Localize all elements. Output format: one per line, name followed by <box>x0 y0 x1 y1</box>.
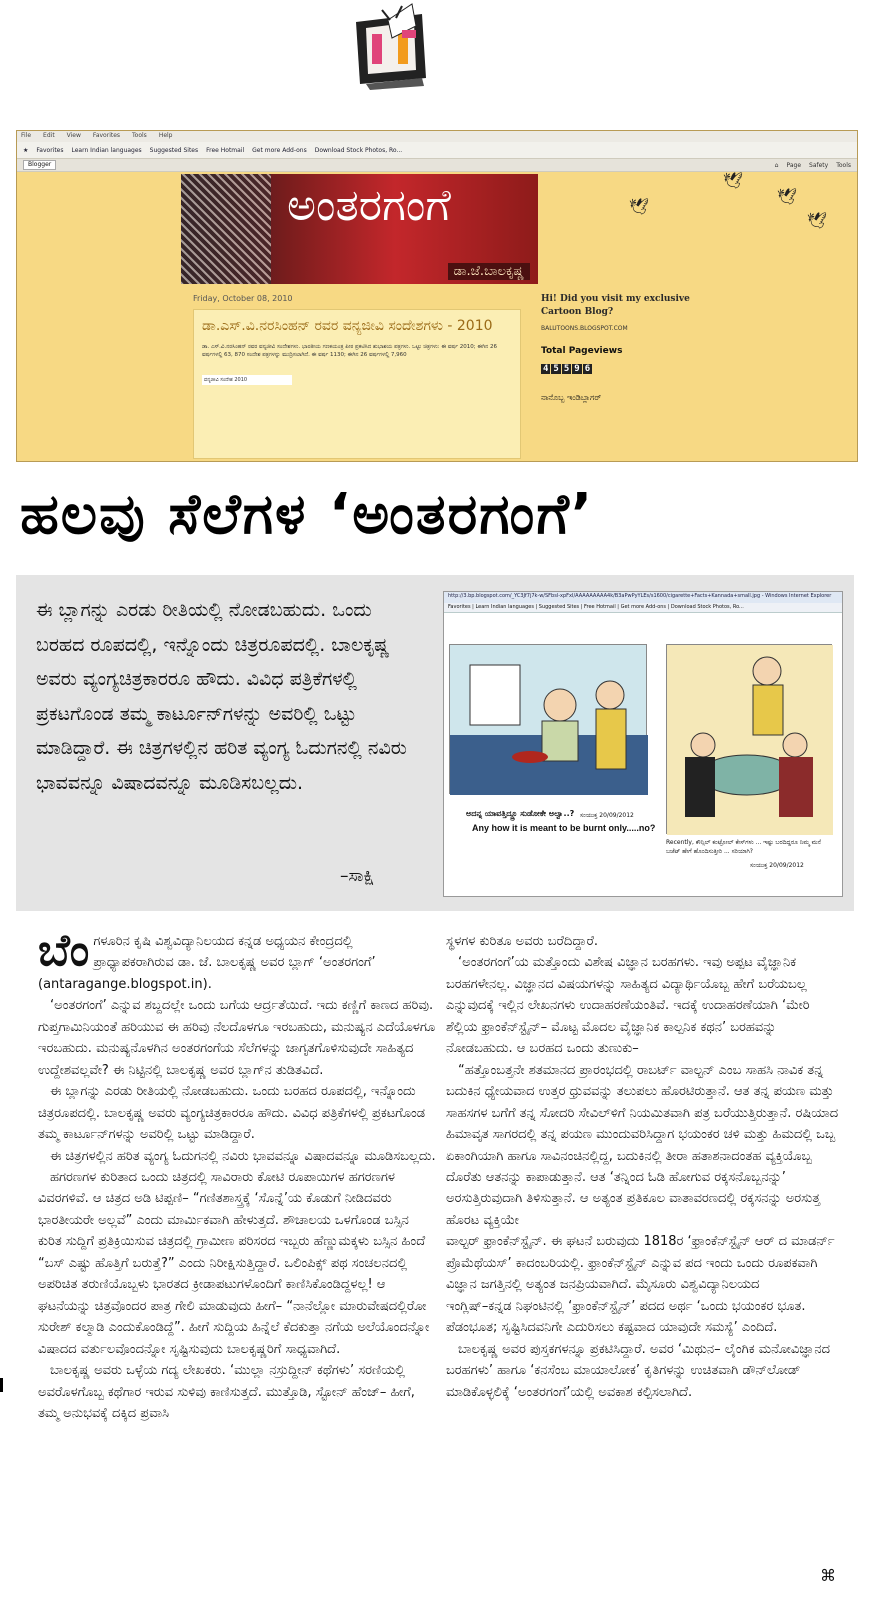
menu-item[interactable]: Help <box>158 132 173 139</box>
article-paragraph: ಈ ಬ್ಲಾಗನ್ನು ಎರಡು ರೀತಿಯಲ್ಲಿ ನೋಡಬಹುದು. ಒಂದು ಬರಹದ ರೂಪದಲ್ಲಿ, ಇನ್ನೊಂದು ಚಿತ್ರರೂಪದಲ್ಲಿ. ಬಾಲಕೃಷ್ಣ ಅವರು ವ್ಯಂಗ್ಯಚಿತ್ರಕಾರರೂ ಹೌದು. ವಿವಿಧ ಪತ್ರಿಕೆಗಳಲ್ಲಿ ಪ್ರಕಟಗೊಂಡ ತಮ್ಮ ಕಾರ್ಟೂನ್‌ಗಳನ್ನು ಅವರಿಲ್ಲಿ ಒಟ್ಟು ಮಾಡಿದ್ದಾರೆ. <box>38 1084 426 1143</box>
favorites-item[interactable]: Suggested Sites <box>149 146 199 154</box>
pageview-digit: 9 <box>574 364 580 374</box>
bird-icon: 🕊 <box>723 171 744 190</box>
pageview-digit: 5 <box>563 364 570 374</box>
article-column-2 <box>446 931 844 1403</box>
favorites-item[interactable]: Download Stock Photos, Ro... <box>314 146 403 154</box>
cartoon-drawing-1 <box>450 645 648 795</box>
pageview-digit: 5 <box>553 364 559 374</box>
article-paragraph: ಹಗರಣಗಳ ಕುರಿತಾದ ಒಂದು ಚಿತ್ರದಲ್ಲಿ ಸಾವಿರಾರು ಕೋಟಿ ರೂಪಾಯಿಗಳ ಹಗರಣಗಳ ವಿವರಗಳಿವೆ. ಆ ಚಿತ್ರದ ಅಡಿ ಟಿಪ್ಪಣಿ– “ಗಣಿತಶಾಸ್ತ್ರಕ್ಕೆ ‘ಸೊನ್ನೆ’ಯ ಕೊಡುಗೆ ನೀಡಿದವರು ಭಾರತೀಯರೇ ಅಲ್ಲವೆ” ಎಂದು ಮಾರ್ಮಿಕವಾಗಿ ಹೇಳುತ್ತದೆ. ಶೌಚಾಲಯ ಒಳಗೊಂಡ ಬಸ್ಸಿನ ಕುರಿತ ಸುದ್ದಿಗೆ ಪ್ರತಿಕ್ರಿಯಿಸುವ ಚಿತ್ರದಲ್ಲಿ ಗ್ರಾಮೀಣ ಪರಿಸರದ ಇಬ್ಬರು ಹೆಣ್ಣುಮಕ್ಕಳು ಬಸ್ಸಿನ ಹಿಂದೆ “ಬಸ್ ಎಷ್ಟು ಹೊತ್ತಿಗೆ ಬರುತ್ತೆ?” ಎಂದು ನಿರೀಕ್ಷಿಸುತ್ತಿದ್ದಾರೆ. ಒಲಿಂಪಿಕ್ಸ್ ಪಥ ಸಂಚಲನದಲ್ಲಿ ಅಪರಿಚಿತ ತರುಣಿಯೊಬ್ಬಳು ಭಾರತದ ಕ್ರೀಡಾಪಟುಗಳೊಂದಿಗೆ ಕಾಣಿಸಿಕೊಂಡಿದ್ದಳಲ್ಲ! ಆ ಘಟನೆಯನ್ನು ಚಿತ್ರವೊಂದರ ಪಾತ್ರ ಗೇಲಿ ಮಾಡುವುದು ಹೀಗೆ– “ನಾನೆಲ್ಲೋ ಮಾರುವೇಷದಲ್ಲಿರೋ ಸುರೇಶ್ ಕಲ್ಮಾಡಿ ಎಂದುಕೊಂಡಿದ್ದೆ”. ಹೀಗೆ ಸುದ್ದಿಯ ಹಿನ್ನೆಲೆ ಕೆದಕುತ್ತಾ ನಗೆಯ ಅಲೆಯೊಂದನ್ನೋ ವಿಷಾದದ ವರ್ತುಲವೊಂದನ್ನೋ ಸೃಷ್ಟಿಸುವುದು ಬಾಲಕೃಷ್ಣರಿಗೆ ಸಾಧ್ಯವಾಗಿದೆ. <box>38 1169 430 1357</box>
favorites-item[interactable]: Learn Indian languages <box>71 146 142 154</box>
tv-logo-icon <box>352 0 432 100</box>
menu-item[interactable]: File <box>21 132 32 139</box>
article-paragraph: ಬಾಲಕೃಷ್ಣ ಅವರ ಪುಸ್ತಕಗಳನ್ನೂ ಪ್ರಕಟಿಸಿದ್ದಾರೆ. ಅವರ ‘ಮಿಥುನ– ಲೈಂಗಿಕ ಮನೋವಿಜ್ಞಾನದ ಬರಹಗಳು’ ಹಾಗೂ ‘ಕನಸೆಂಬ ಮಾಯಾಲೋಕ’ ಕೃತಿಗಳನ್ನು ಉಚಿತವಾಗಿ ಡೌನ್‌ಲೋಡ್ ಮಾಡಿಕೊಳ್ಳಲಿಕ್ಕೆ ‘ಅಂತರಗಂಗೆ’ಯಲ್ಲಿ ಅವಕಾಶ ಕಲ್ಪಿಸಲಾಗಿದೆ. <box>446 1341 831 1400</box>
cartoon-drawing-2 <box>667 645 833 835</box>
favorites-star-icon[interactable]: ★ <box>23 146 29 154</box>
article-paragraph: ಸ್ಥಳಗಳ ಕುರಿತೂ ಅವರು ಬರೆದಿದ್ದಾರೆ. <box>446 934 599 949</box>
browser-tools <box>775 162 851 169</box>
home-icon[interactable]: ⌂ <box>774 161 779 169</box>
bird-icon: 🕊 <box>777 187 798 206</box>
blog-title[interactable]: ಅಂತರಗಂಗೆ <box>287 180 451 231</box>
article-paragraph: ಬಾಲಕೃಷ್ಣ ಅವರು ಒಳ್ಳೆಯ ಗದ್ಯ ಲೇಖಕರು. ‘ಮುಲ್ಲಾ ನಸ್ರುದ್ದೀನ್ ಕಥೆಗಳು’ ಸರಣಿಯಲ್ಲಿ ಅವರೊಳಗೊಬ್ಬ ಕಥೆಗಾರ ಇರುವ ಸುಳಿವು ಕಾಣಿಸುತ್ತದೆ. ಮುತ್ತೊಡಿ, ಸ್ಟೋನ್ ಹೆಂಜ್– ಹೀಗೆ, ತಮ್ಮ ಅನುಭವಕ್ಕೆ ದಕ್ಕಿದ ಪ್ರವಾಸಿ <box>38 1363 415 1421</box>
cartoon-address-bar: http://3.bp.blogspot.com/_YC3Jf7j7k-w/SFbsl-xpFxI/AAAAAAAAA4k/B3aPwPyYLEs/s1600/cigarette+Facts+Kannada+small.jpg - Windows Internet Explorer <box>444 592 842 603</box>
article-paragraph: ‘ಅಂತರಗಂಗೆ’ಯ ಮತ್ತೊಂದು ವಿಶೇಷ ವಿಜ್ಞಾನ ಬರಹಗಳು. ಇವು ಅಪ್ಪಟ ವೈಜ್ಞಾನಿಕ ಬರಹಗಳೇನಲ್ಲ. ವಿಜ್ಞಾನದ ವಿಷಯಗಳನ್ನು ಸಾಹಿತ್ಯದ ವಿದ್ಯಾರ್ಥಿಯೊಬ್ಬ ಹೇಗೆ ಬರೆಯಬಲ್ಲ ಎನ್ನುವುದಕ್ಕೆ ಇಲ್ಲಿನ ಲೇಖನಗಳು ಉದಾಹರಣೆಯಂತಿವೆ. ಇದಕ್ಕೆ ಉದಾಹರಣೆಯಾಗಿ ‘ಮೇರಿ ಶೆಲ್ಲಿಯ ಫ್ರಾಂಕೆನ್‌ಸ್ಟೈನ್– ಮೊಟ್ಟ ಮೊದಲ ವೈಜ್ಞಾನಿಕ ಕಾಲ್ಪನಿಕ ಕಥನ’ ಬರಹವನ್ನು ನೋಡಬಹುದು. ಆ ಬರಹದ ಒಂದು ತುಣುಕು– <box>446 955 810 1057</box>
tree-decoration <box>181 174 271 284</box>
favorites-item[interactable]: Free Hotmail <box>206 146 245 154</box>
cartoon-caption-1-english: Any how it is meant to be burnt only.....no? <box>472 823 656 833</box>
cartoon-blog-link[interactable]: BALUTOONS.BLOGSPOT.COM <box>541 325 628 332</box>
cartoon-favorites-bar: Favorites | Learn Indian languages | Suggested Sites | Free Hotmail | Get more Add-ons | Download Stock Photos, Ro... <box>444 603 842 613</box>
article-paragraph: ‘ಅಂತರಗಂಗೆ’ ಎನ್ನುವ ಶಬ್ದದಲ್ಲೇ ಒಂದು ಬಗೆಯ ಆರ್ದ್ರತೆಯಿದೆ. ಇದು ಕಣ್ಣಿಗೆ ಕಾಣದ ಹರಿವು. ಗುಪ್ತಗಾಮಿನಿಯಂತೆ ಹರಿಯುವ ಈ ಹರಿವು ನೆಲದೊಳಗೂ ಇರಬಹುದು, ಮನುಷ್ಯನ ಎದೆಯೊಳಗೂ ಇರಬಹುದು. ಮನುಷ್ಯನೊಳಗಿನ ಅಂತರಗಂಗೆಯ ಸೆಲೆಗಳನ್ನು ಜಾಗೃತಗೊಳಿಸುವುದೇ ಸಾಹಿತ್ಯದ ಉದ್ದೇಶವಲ್ಲವೇ? ಈ ನಿಟ್ಟಿನಲ್ಲಿ ಬಾಲಕೃಷ್ಣ ಅವರ ಬ್ಲಾಗ್‌ನ ತುಡಿತವಿದೆ. <box>38 998 436 1078</box>
post-card <box>193 309 521 459</box>
post-body: ಡಾ. ಎಸ್.ವಿ.ನರಸಿಂಹನ್ ರವರ ವನ್ಯಜೀವಿ ಸಂದೇಶಗಳು. ಭಾರತೀಯ ಗಣಕಯಂತ್ರ ಪೀಠ ಪ್ರಕಟಿಸಿದ ಶುಭಾಶಯ ಪತ್ರಗಳು. ಒಟ್ಟು ಚಿತ್ರಗಳು: ಈ ವರ್ಷ 2010; ಈಗಿನ 26 ವರ್ಷಗಳಲ್ಲಿ 63, 870 ಸಂದೇಶ ಪತ್ರಗಳನ್ನು ಮುದ್ರಿಸಲಾಗಿದೆ. ಈ ವರ್ಷ 1130; ಈಗಿನ 26 ವರ್ಷಗಳಲ್ಲಿ 7,960 <box>202 344 497 358</box>
blog-author: ಡಾ.ಜೆ.ಬಾಲಕೃಷ್ಣ <box>448 263 530 280</box>
article-paragraph <box>38 925 436 995</box>
blog-sidebar <box>541 293 691 403</box>
post-date: Friday, October 08, 2010 <box>193 294 293 303</box>
menu-item[interactable]: Edit <box>43 132 55 139</box>
pageviews-counter <box>541 364 592 374</box>
indiblogger-label: ನಾನೊಬ್ಬ ಇಂಡಿಬ್ಲಾಗರ್ <box>541 393 602 402</box>
cartoon-caption-1: ಅದನ್ನ ಯಾವತ್ತಿದ್ದ್ರೂ ಸುಡೋಕೇ ಅಲ್ವಾ..? <box>466 809 575 818</box>
post-title[interactable]: ಡಾ.ಎಸ್.ವಿ.ನರಸಿಂಹನ್ ರವರ ವನ್ಯಜೀವಿ ಸಂದೇಶಗಳು - 2010 <box>202 318 493 334</box>
drop-cap: ಬೆಂ <box>38 925 90 976</box>
column-mark <box>0 1378 3 1392</box>
tab-blogger[interactable]: Blogger <box>23 160 56 170</box>
menu-item[interactable]: Favorites <box>92 132 121 139</box>
blog-banner <box>181 174 538 284</box>
pageview-digit: 6 <box>584 364 591 374</box>
blog-browser-screenshot <box>16 130 858 462</box>
cartoon-caption-1-date: ಸಂಯುಕ್ತ 20/09/2012 <box>580 812 634 819</box>
browser-menubar <box>17 131 857 142</box>
cartoon-caption-2: Recently, ಕೌನ್ಸಿಲ್ ಕಂಟ್ರೋಲ್ ಕೇಸ್‌ಗಳು ... ಇಷ್ಟು ಬರದಿದ್ದರೂ ನಿಮ್ಮ ಮನೆ ಬಜೆಟ್ ಹೇಗೆ ಹೊಂದಿಸುತ್ತೀರಿ ... ಸರಿಯಾಗಿ? <box>666 839 821 855</box>
cartoon-blog-promo: Hi! Did you visit my exclusive Cartoon Blog? <box>541 294 690 317</box>
quote-signature: –ಸಾಕ್ಷಿ <box>340 866 375 886</box>
pageviews-label: Total Pageviews <box>541 346 623 356</box>
article-paragraph: ಇಂಗ್ಲಿಷ್–ಕನ್ನಡ ನಿಘಂಟಿನಲ್ಲಿ ‘ಫ್ರಾಂಕೆನ್‌ಸ್ಟೈನ್’ ಪದದ ಅರ್ಥ ‘ಒಂದು ಭಯಂಕರ ಭೂತ. ಪೆಡಂಭೂತ; ಸೃಷ್ಟಿಸಿದವನಿಗೇ ಎದುರಿಸಲು ಕಷ್ಟವಾದ ಯಾವುದೇ ಸಮಸ್ಯೆ’ ಎಂದಿದೆ. <box>446 1298 806 1336</box>
pageview-digit: 4 <box>543 364 549 374</box>
paragraph-text: ಗಳೂರಿನ ಕೃಷಿ ವಿಶ್ವವಿದ್ಯಾನಿಲಯದ ಕನ್ನಡ ಅಧ್ಯಯನ ಕೇಂದ್ರದಲ್ಲಿ ಪ್ರಾಧ್ಯಾಪಕರಾಗಿರುವ ಡಾ. ಜೆ. ಬಾಲಕೃಷ್ಣ ಅವರ ಬ್ಲಾಗ್ ‘ಅಂತರಗಂಗೆ’ (antaragange.blogspot.in). <box>38 934 376 992</box>
bird-icon: 🕊 <box>629 197 650 216</box>
menu-item[interactable]: Tools <box>132 132 147 139</box>
article-column-1 <box>38 925 436 1424</box>
blog-post <box>193 294 521 462</box>
cartoon-caption-2-date: ಸಂಯುಕ್ತ 20/09/2012 <box>750 862 804 869</box>
bird-icon: 🕊 <box>807 211 828 230</box>
menu-item[interactable]: View <box>66 132 81 139</box>
post-thumbnail-caption: ವನ್ಯಜೀವಿ ಸಂದೇಶ 2010 <box>202 375 292 385</box>
tool-tools[interactable]: Tools <box>836 161 851 169</box>
article-paragraph: ಈ ಚಿತ್ರಗಳಲ್ಲಿನ ಹರಿತ ವ್ಯಂಗ್ಯ ಓದುಗನಲ್ಲಿ ನವಿರು ಭಾವವನ್ನೂ ವಿಷಾದವನ್ನೂ ಮೂಡಿಸಬಲ್ಲದು. <box>50 1148 436 1164</box>
article-paragraph: ವಾಲ್ಟರ್ ಫ್ರಾಂಕೆನ್‌ಸ್ಟೈನ್. ಈ ಘಟನೆ ಬರುವುದು 1818ರ ‘ಫ್ರಾಂಕೆನ್‌ಸ್ಟೈನ್ ಆರ್ ದ ಮಾಡರ್ನ್ ಪ್ರೊಮೆಥೆಯಸ್’ ಕಾದಂಬರಿಯಲ್ಲಿ. ಫ್ರಾಂಕೆನ್‌ಸ್ಟೈನ್ ಎನ್ನುವ ಪದ ಇಂದು ಒಂದು ರೂಪಕವಾಗಿ ವಿಜ್ಞಾನ ಜಗತ್ತಿನಲ್ಲಿ ಅತ್ಯಂತ ಜನಪ್ರಿಯವಾಗಿದೆ. ಮೈಸೂರು ವಿಶ್ವವಿದ್ಯಾನಿಲಯದ <box>446 1234 835 1293</box>
favorites-item[interactable]: Favorites <box>36 146 64 154</box>
tool-page[interactable]: Page <box>786 161 802 169</box>
article-headline: ಹಲವು ಸೆಲೆಗಳ ‘ಅಂತರಗಂಗೆ’ <box>20 482 595 547</box>
favorites-item[interactable]: Get more Add-ons <box>252 146 307 154</box>
cartoon-panel-2 <box>666 644 832 834</box>
tool-safety[interactable]: Safety <box>809 161 829 169</box>
newspaper-logo <box>352 0 432 100</box>
article-paragraph: “ಹತ್ತೊಂಬತ್ತನೇ ಶತಮಾನದ ಪ್ರಾರಂಭದಲ್ಲಿ ರಾಬರ್ಟ್ ವಾಲ್ಟನ್ ಎಂಬ ಸಾಹಸಿ ನಾವಿಕ ತನ್ನ ಬದುಕಿನ ಧ್ಯೇಯವಾದ ಉತ್ತರ ಧ್ರುವವನ್ನು ತಲುಪಲು ಹೊರಟಿರುತ್ತಾನೆ. ಆತ ತನ್ನ ಪಯಣ ಮತ್ತು ಸಾಹಸಗಳ ಬಗೆಗೆ ತನ್ನ ಸೋದರಿ ಸೇವಿಲ್‌ಳಿಗೆ ನಿಯಮಿತವಾಗಿ ಪತ್ರ ಬರೆಯುತ್ತಿರುತ್ತಾನೆ. ರಷಿಯಾದ ಹಿಮಾವೃತ ಸಾಗರದಲ್ಲಿ ತನ್ನ ಪಯಣ ಮುಂದುವರಿಸಿದ್ದಾಗ ಭಯಂಕರ ಚಳಿ ಮತ್ತು ಹಿಮದಲ್ಲಿ ಒಬ್ಬ ಏಕಾಂಗಿಯಾಗಿ ಹಾಗೂ ಸಾವಿನಂಚಿನಲ್ಲಿದ್ದ, ಬದುಕಿನಲ್ಲಿ ತೀರಾ ಹತಾಶನಾದಂತಹ ವ್ಯಕ್ತಿಯೊಬ್ಬ ದೊರೆತು ಆತನನ್ನು ಕಾಪಾಡುತ್ತಾನೆ. ಆತ ‘ತನ್ನಿಂದ ಓಡಿ ಹೋಗುವ ರಕ್ಕಸನೊಬ್ಬನನ್ನು’ ಅರಸುತ್ತಿರುವುದಾಗಿ ತಿಳಿಸುತ್ತಾನೆ. ಆ ಅತ್ಯಂತ ಪ್ರತಿಕೂಲ ವಾತಾವರಣದಲ್ಲಿ ರಕ್ಕಸನನ್ನು ಅರಸುತ್ತ ಹೊರಟ ವ್ಯಕ್ತಿಯೇ <box>446 1062 839 1228</box>
cartoon-screenshot <box>443 591 843 897</box>
cartoon-panel-1 <box>449 644 647 794</box>
end-mark-icon: ⌘ <box>820 1566 836 1585</box>
favorites-bar <box>17 142 857 159</box>
pull-quote: ಈ ಬ್ಲಾಗನ್ನು ಎರಡು ರೀತಿಯಲ್ಲಿ ನೋಡಬಹುದು. ಒಂದು ಬರಹದ ರೂಪದಲ್ಲಿ, ಇನ್ನೊಂದು ಚಿತ್ರರೂಪದಲ್ಲಿ. ಬಾಲಕೃಷ್ಣ ಅವರು ವ್ಯಂಗ್ಯಚಿತ್ರಕಾರರೂ ಹೌದು. ವಿವಿಧ ಪತ್ರಿಕೆಗಳಲ್ಲಿ ಪ್ರಕಟಗೊಂಡ ತಮ್ಮ ಕಾರ್ಟೂನ್‌ಗಳನ್ನು ಅವರಿಲ್ಲಿ ಒಟ್ಟು ಮಾಡಿದ್ದಾರೆ. ಈ ಚಿತ್ರಗಳಲ್ಲಿನ ಹರಿತ ವ್ಯಂಗ್ಯ ಓದುಗನಲ್ಲಿ ನವಿರು ಭಾವವನ್ನೂ ವಿಷಾದವನ್ನೂ ಮೂಡಿಸಬಲ್ಲದು. <box>36 599 407 794</box>
